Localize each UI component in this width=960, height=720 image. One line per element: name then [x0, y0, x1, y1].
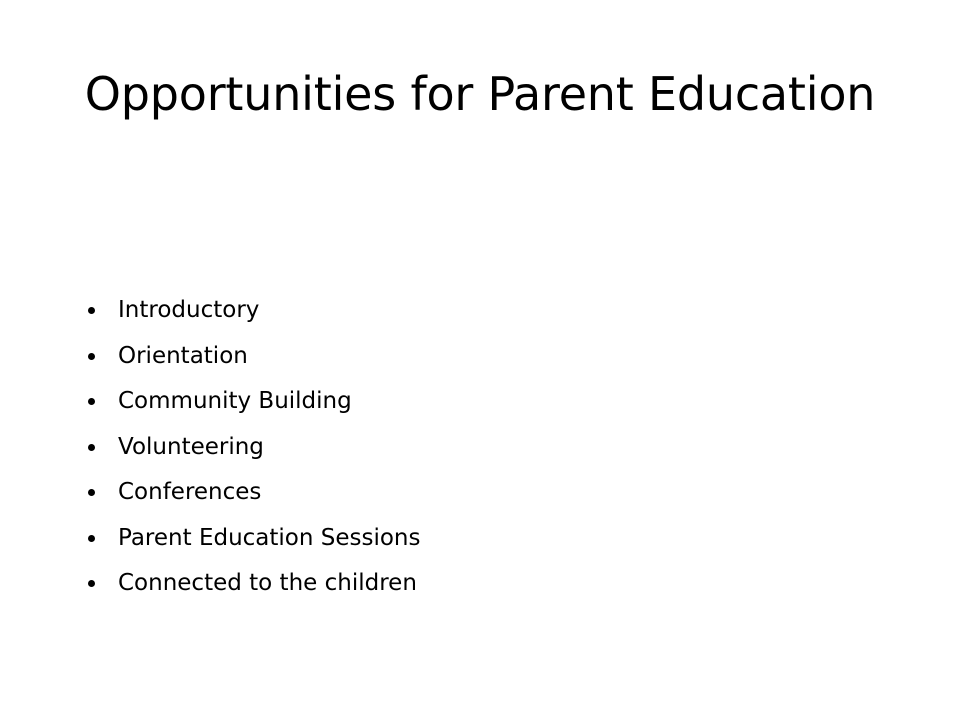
bullet-text: Orientation: [118, 342, 248, 369]
bullet-icon: [88, 489, 95, 496]
bullet-icon: [88, 444, 95, 451]
list-item: [88, 288, 421, 334]
list-item: [88, 516, 421, 562]
list-item: [88, 470, 421, 516]
bullet-text: Volunteering: [118, 433, 264, 460]
list-item: [88, 334, 421, 380]
bullet-text: Parent Education Sessions: [118, 524, 421, 551]
bullet-icon: [88, 535, 95, 542]
bullet-text: Conferences: [118, 479, 262, 505]
bullet-icon: [88, 353, 95, 360]
bullet-text: Connected to the children: [118, 570, 417, 596]
bullet-text: Introductory: [118, 297, 260, 323]
list-item: [88, 425, 421, 471]
bullet-icon: [88, 307, 95, 314]
bullet-icon: [88, 398, 95, 405]
bullet-icon: [88, 580, 95, 587]
list-item: [88, 379, 421, 425]
list-item: [88, 561, 421, 607]
slide-title: Opportunities for Parent Education: [84, 67, 876, 121]
bullet-text: Community Building: [118, 388, 352, 414]
bullet-list: [88, 288, 421, 607]
